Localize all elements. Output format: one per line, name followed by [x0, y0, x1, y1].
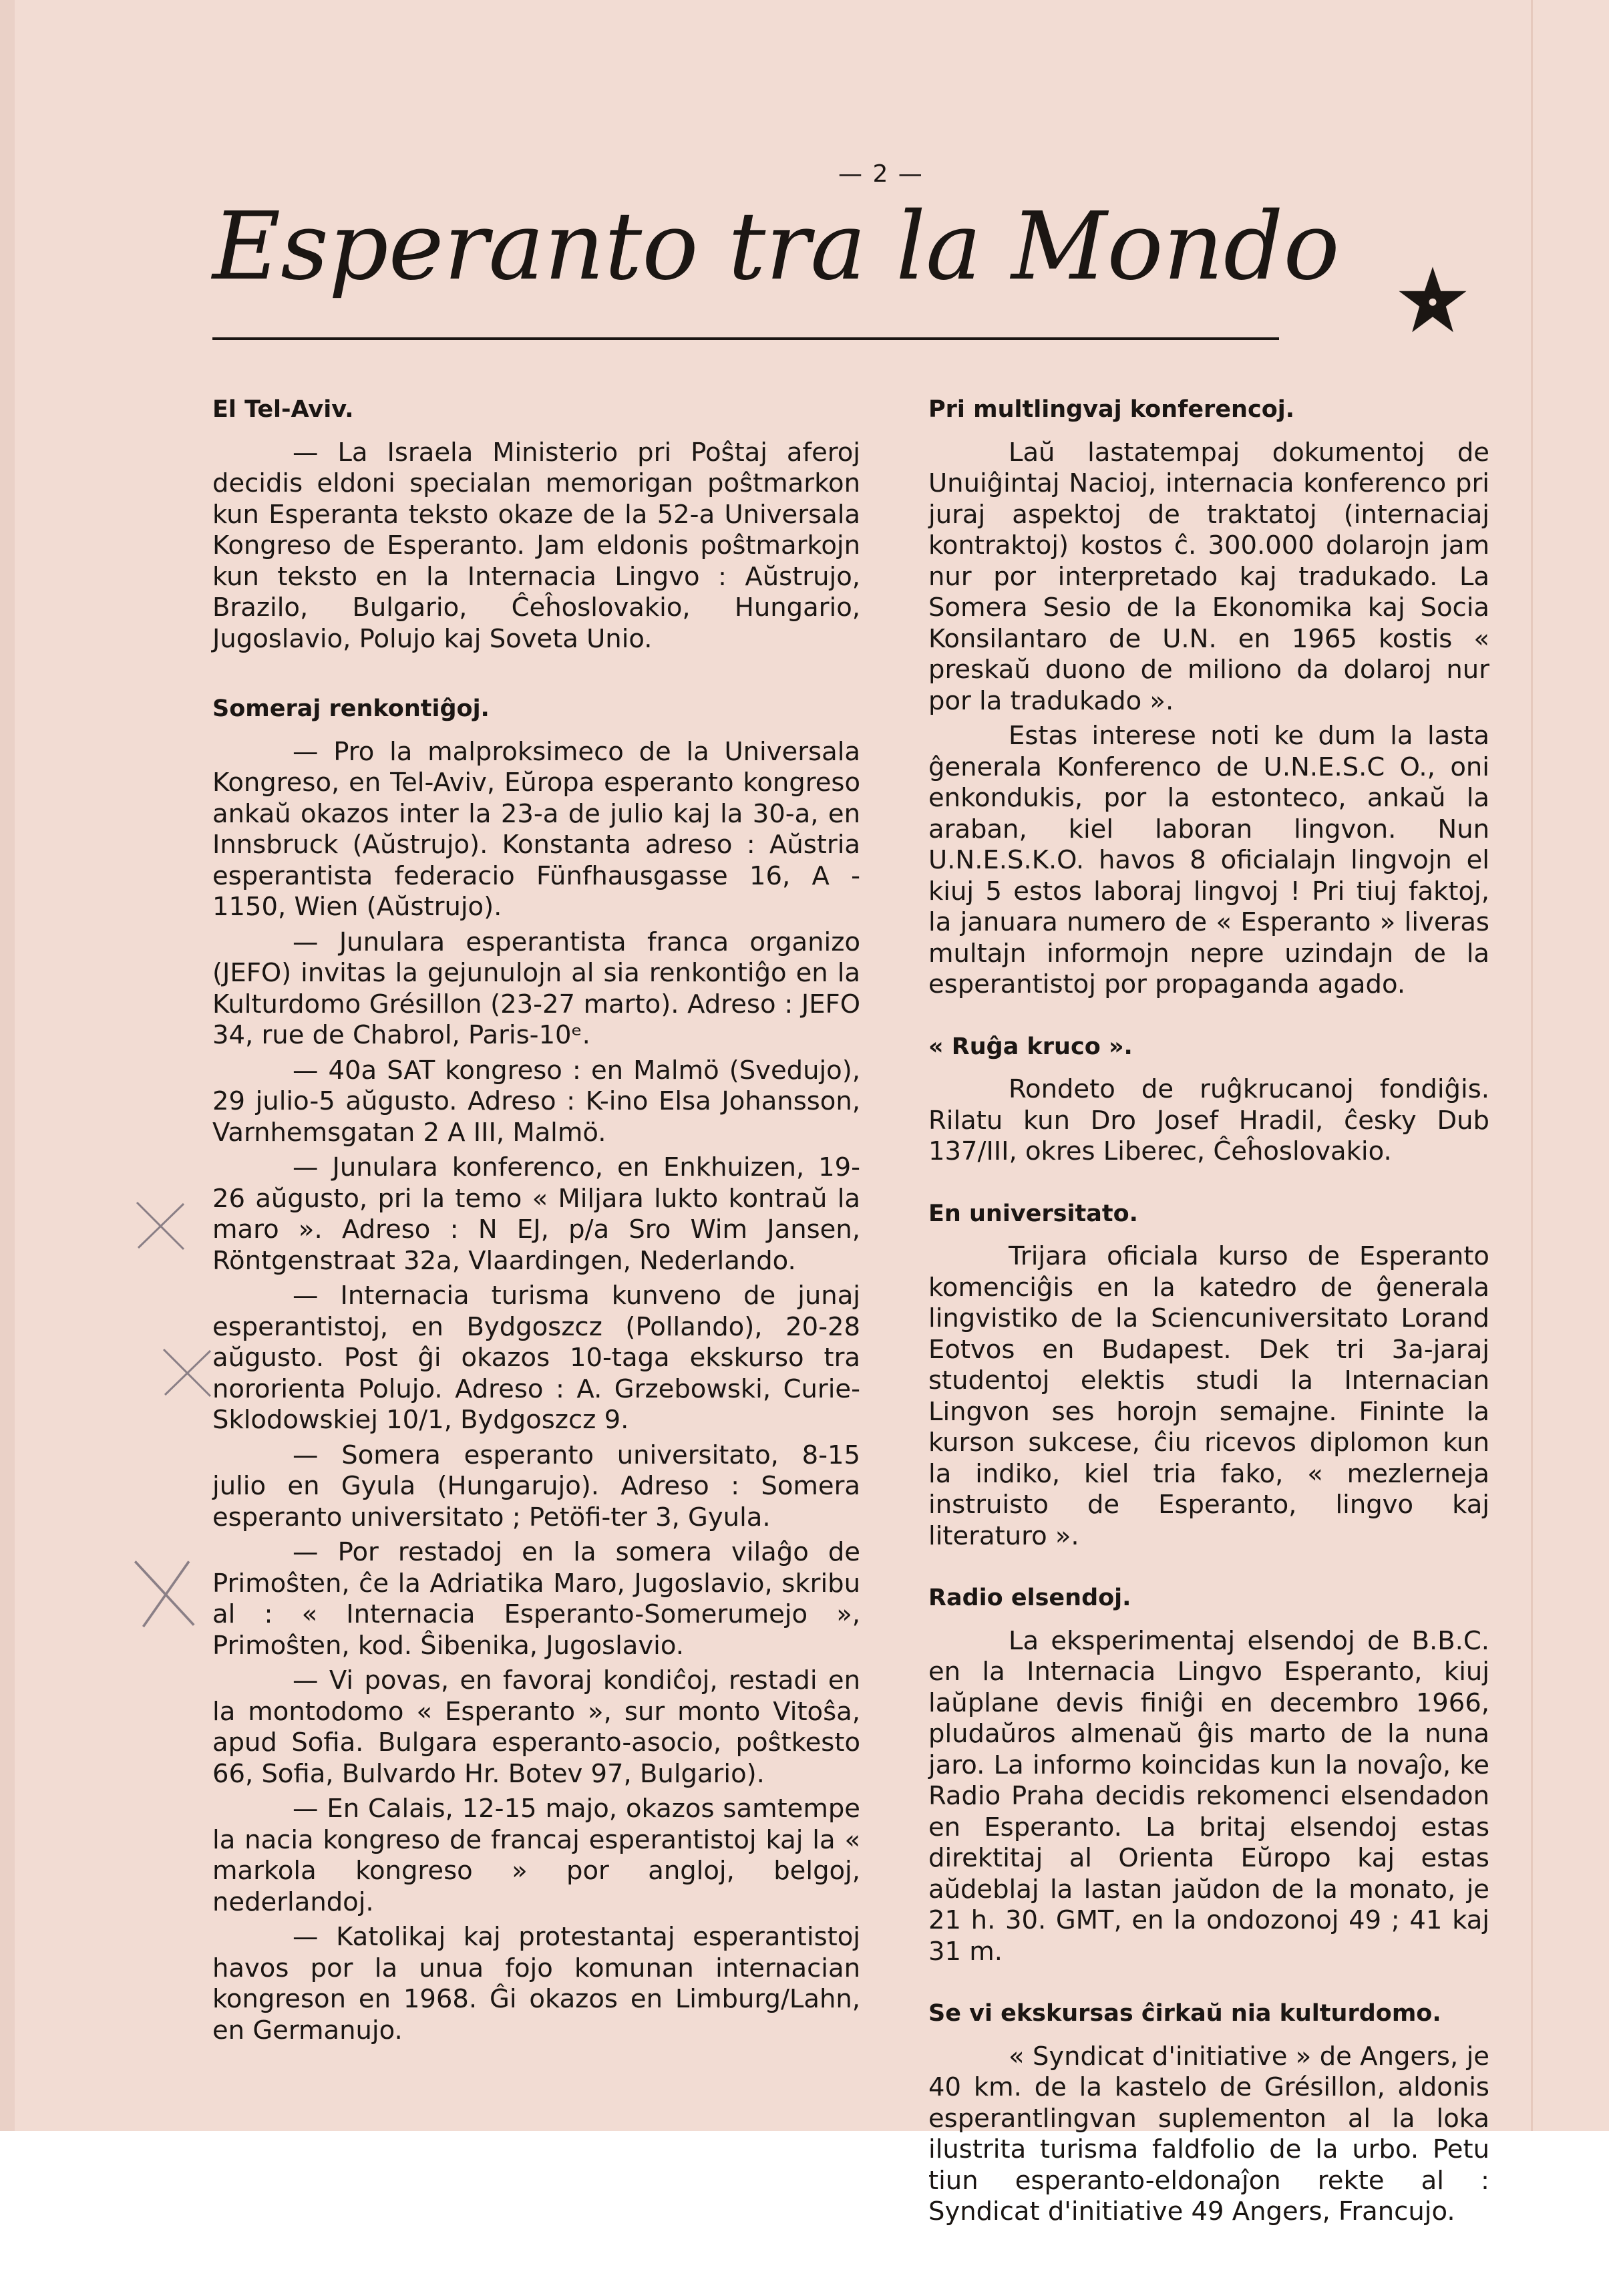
paragraph: La eksperimentaj elsendoj de B.B.C. en la Internacia Lingvo Esperanto, kiuj laŭplane devis finiĝi en decembro 1966, pludaŭros almenaŭ ĝis marto de la nuna jaro. La informo koincidas kun la novaĵo, ke Radio Praha decidis rekomenci elsendadon en Esperanto. La britaj elsendoj estas direktitaj al Orienta Eŭropo kaj estas aŭdeblaj la lastan jaŭdon de la monato, je 21 h. 30. GMT, en la ondozonoj 49 ; 41 kaj 31 m.: [928, 1625, 1489, 1967]
section-heading: El Tel-Aviv.: [212, 396, 354, 423]
left-column: [212, 394, 860, 2050]
section-heading: Someraj renkontiĝoj.: [212, 695, 490, 722]
paragraph: — Junulara esperantista franca organizo (JEFO) invitas la gejunulojn al sia renkontiĝo en la Kulturdomo Grésillon (23-27 marto). Adreso : JEFO 34, rue de Chabrol, Paris-10ᵉ.: [212, 927, 860, 1050]
section-heading: Radio elsendoj.: [928, 1585, 1131, 1611]
paragraph: — Katolikaj kaj protestantaj esperantistoj havos por la unua fojo komunan internacian kongreson en 1968. Ĝi okazos en Limburg/Lahn, en Germanujo.: [212, 1922, 860, 2045]
paragraph: — En Calais, 12-15 majo, okazos samtempe la nacia kongreso de francaj esperantistoj kaj la « markola kongreso » por angloj, belgoj, nederlandoj.: [212, 1794, 860, 1917]
paragraph: Trijara oficiala kurso de Esperanto komenciĝis en la katedro de ĝenerala lingvistiko de la Sciencuniversitato Lorand Eotvos en Budapest. Dek tri 3a-jaraj studentoj elektis studi la Internacian Lingvon ses horojn semajne. Fininte la kurson sukcese, ĉiu ricevos diplomon kun la indiko, kiel tria fako, « mezlerneja instruisto de Esperanto, lingvo kaj literaturo ».: [928, 1241, 1489, 1551]
section-en-universitato: [928, 1198, 1489, 1552]
paragraph: — Internacia turisma kunveno de junaj esperantistoj, en Bydgoszcz (Pollando), 20-28 aŭgusto. Post ĝi okazos 10-taga ekskurso tra nororienta Polujo. Adreso : A. Grzebowski, Curie-Sklodowskiej 10/1, Bydgoszcz 9.: [212, 1281, 860, 1435]
paragraph: Estas interese noti ke dum la lasta ĝenerala Konferenco de U.N.E.S.C O., oni enkondukis, por la estonteco, ankaŭ la araban, kiel laboran lingvon. Nun U.N.E.S.K.O. havos 8 oficialajn lingvojn el kiuj 5 estos laboraj lingvoj ! Pri tiuj faktoj, la januara numero de « Esperanto » liveras multajn informojn nepre uzindajn de la esperantistoj por propaganda agado.: [928, 721, 1489, 999]
masthead-title: Esperanto tra la Mondo: [212, 192, 1340, 301]
paragraph: — Pro la malproksimeco de la Universala Kongreso, en Tel-Aviv, Eŭropa esperanto kongreso ankaŭ okazos inter la 23-a de julio kaj la 30-a, en Innsbruck (Aŭstrujo). Konstanta adreso : Aŭstria esperantista federacio Fünfhausgasse 16, A - 1150, Wien (Aŭstrujo).: [212, 736, 860, 922]
pencil-cross-mark: [127, 1556, 200, 1630]
paragraph: — Por restadoj en la somera vilaĝo de Primoŝten, ĉe la Adriatika Maro, Jugoslavio, skribu al : « Internacia Esperanto-Somerumejo », Primoŝten, kod. Ŝibenika, Jugoslavio.: [212, 1537, 860, 1661]
page-number: — 2 —: [838, 160, 924, 188]
paragraph: — Junulara konferenco, en Enkhuizen, 19-26 aŭgusto, pri la temo « Miljara lukto kontraŭ la maro ». Adreso : N EJ, p/a Sro Wim Jansen, Röntgenstraat 32a, Vlaardingen, Nederlando.: [212, 1152, 860, 1276]
page-fold-line: [1531, 0, 1533, 2131]
page-left-edge: [0, 0, 15, 2131]
paragraph: — La Israela Ministerio pri Poŝtaj aferoj decidis eldoni specialan memorigan poŝtmarkon kun Esperanta teksto okaze de la 52-a Universala Kongreso de Esperanto. Jam eldonis poŝtmarkojn kun teksto en la Internacia Lingvo : Aŭstrujo, Brazilo, Bulgario, Ĉeĥoslovakio, Hungario, Jugoslavio, Polujo kaj Soveta Unio.: [212, 437, 860, 654]
section-heading: Se vi ekskursas ĉirkaŭ nia kulturdomo.: [928, 2000, 1441, 2027]
paragraph: « Syndicat d'initiative » de Angers, je 40 km. de la kastelo de Grésillon, aldonis esperantlingvan suplementon al la loka ilustrita turisma faldfolio de la urbo. Petu tiun esperanto-eldonaĵon rekte al : Syndicat d'initiative 49 Angers, Francujo.: [928, 2041, 1489, 2227]
paragraph: — Somera esperanto universitato, 8-15 julio en Gyula (Hungarujo). Adreso : Somera esperanto universitato ; Petöfi-ter 3, Gyula.: [212, 1440, 860, 1532]
right-column: [928, 394, 1489, 2232]
paragraph: — 40a SAT kongreso : en Malmö (Svedujo), 29 julio-5 aŭgusto. Adreso : K-ino Elsa Johansson, Varnhemsgatan 2 A III, Malmö.: [212, 1055, 860, 1148]
pencil-cross-mark: [157, 1343, 217, 1403]
section-heading: « Ruĝa kruco ».: [928, 1033, 1133, 1060]
star-icon: [1396, 264, 1469, 337]
section-radio-elsendoj: [928, 1583, 1489, 1967]
section-el-tel-aviv: [212, 394, 860, 655]
paragraph: Rondeto de ruĝkrucanoj fondiĝis. Rilatu kun Dro Josef Hradil, ĉesky Dub 137/III, okres Liberec, Ĉeĥoslovakio.: [928, 1074, 1489, 1166]
paragraph: — Vi povas, en favoraj kondiĉoj, restadi en la montodomo « Esperanto », sur monto Vitoŝa, apud Sofia. Bulgara esperanto-asocio, poŝtkesto 66, Sofia, Bulvardo Hr. Botev 97, Bulgario).: [212, 1665, 860, 1789]
section-ruga-kruco: [928, 1031, 1489, 1168]
section-heading: Pri multlingvaj konferencoj.: [928, 396, 1295, 423]
section-heading: En universitato.: [928, 1200, 1138, 1227]
paragraph: Laŭ lastatempaj dokumentoj de Unuiĝintaj Nacioj, internacia konferenco pri juraj aspektoj de traktatoj (internaciaj kontraktoj) kostos ĉ. 300.000 dolarojn jam nur por interpretado kaj tradukado. La Somera Sesio de la Ekonomika kaj Socia Konsilantaro de U.N. en 1965 kostis « preskaŭ duono de miliono da dolaroj nur por la tradukado ».: [928, 437, 1489, 716]
masthead-underline: [212, 337, 1279, 340]
section-ekskursas: [928, 1998, 1489, 2228]
section-someraj-renkontigoj: [212, 693, 860, 2046]
pencil-cross-mark: [130, 1196, 190, 1256]
section-multlingvaj-konferencoj: [928, 394, 1489, 1001]
